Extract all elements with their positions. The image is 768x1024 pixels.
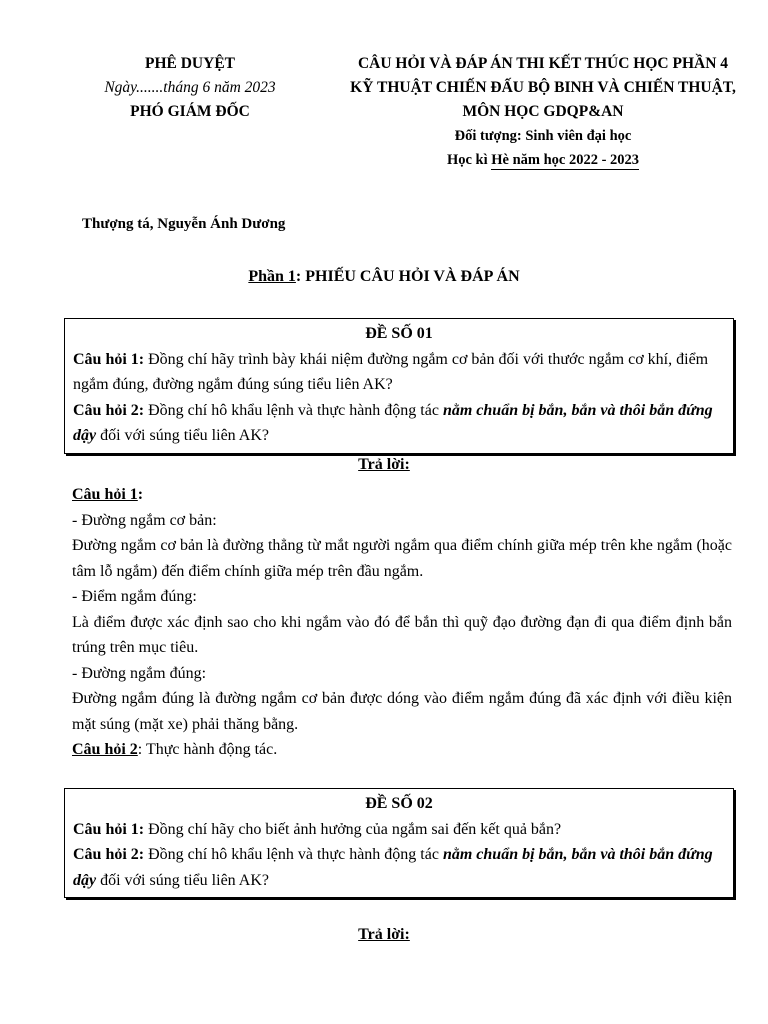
exam-header-line2: KỸ THUẬT CHIẾN ĐẤU BỘ BINH VÀ CHIẾN THUẬT,	[350, 79, 736, 96]
answer-item: - Đường ngắm đúng:	[72, 664, 207, 682]
section-label: Phần 1	[248, 268, 296, 285]
exam-header-line3: MÔN HỌC GDQP&AN	[462, 103, 624, 120]
exam-01-question-2	[73, 398, 725, 449]
exam-box-02	[64, 788, 734, 898]
answer-heading-01	[0, 456, 768, 474]
question-text: Đồng chí hãy cho biết ảnh hưởng của ngắm sai đến kết quả bắn?	[144, 820, 562, 838]
answer-q1-colon: :	[137, 486, 144, 503]
question-emphasis: nằm chuẩn bị bắn, bắn và thôi bắn đứng dậy	[73, 846, 713, 889]
answer-q2-text: : Thực hành động tác.	[137, 741, 278, 758]
approval-position: PHÓ GIÁM ĐỐC	[130, 103, 250, 120]
question-text: Đồng chí hô khẩu lệnh và thực hành động tác	[144, 846, 443, 863]
question-label: Câu hỏi 1:	[73, 350, 145, 368]
signer-name: Thượng tá, Nguyễn Ánh Dương	[82, 216, 286, 232]
answer-q1-label-text: Câu hỏi 1	[72, 486, 138, 503]
exam-semester-value: Hè năm học 2022 - 2023	[491, 152, 640, 168]
exam-box-02-title: ĐỀ SỐ 02	[365, 795, 433, 812]
answer-item: Đường ngắm đúng là đường ngắm cơ bản được dóng vào điểm ngắm đúng đã xác định với điều kiện mặt súng (mặt xe) phải thăng bằng.	[72, 690, 732, 733]
question-emphasis: nằm chuẩn bị bắn, bắn và thôi bắn đứng dậy	[73, 401, 713, 444]
approval-title: PHÊ DUYỆT	[145, 55, 235, 72]
approval-block	[70, 52, 310, 124]
answer-body-01	[72, 482, 732, 763]
question-text: Đồng chí hãy trình bày khái niệm đường ngắm cơ bản đối với thước ngắm cơ khí, điểm ngắm đúng, đường ngắm đúng súng tiểu liên AK?	[73, 350, 709, 393]
question-label: Câu hỏi 2:	[73, 846, 145, 863]
answer-q1-label	[72, 482, 732, 508]
exam-box-01-title: ĐỀ SỐ 01	[365, 325, 433, 342]
exam-audience: Đối tượng: Sinh viên đại học	[454, 128, 632, 144]
question-label: Câu hỏi 1:	[73, 820, 145, 838]
exam-header-line1: CÂU HỎI VÀ ĐÁP ÁN THI KẾT THÚC HỌC PHẦN 4	[357, 55, 729, 72]
answer-item: Đường ngắm cơ bản là đường thẳng từ mắt người ngắm qua điểm chính giữa mép trên khe ngắm (hoặc tâm lỗ ngắm) đến điểm chính giữa mép trên đầu ngắm.	[72, 537, 732, 580]
exam-02-question-1	[73, 817, 725, 843]
question-text: Đồng chí hô khẩu lệnh và thực hành động tác	[144, 401, 443, 419]
answer-heading-text: Trả lời:	[358, 926, 410, 943]
answer-item: - Đường ngắm cơ bản:	[72, 511, 217, 529]
exam-02-question-2	[73, 842, 725, 893]
exam-semester	[318, 148, 768, 172]
exam-semester-prefix: Học kì	[446, 152, 492, 168]
section-heading: : PHIẾU CÂU HỎI VÀ ĐÁP ÁN	[295, 268, 520, 285]
answer-item: - Điểm ngắm đúng:	[72, 588, 197, 605]
answer-item: Là điểm được xác định sao cho khi ngắm vào đó để bắn thì quỹ đạo đường đạn đi qua điểm định bắn trúng trên mục tiêu.	[72, 613, 732, 656]
exam-box-01	[64, 318, 734, 454]
question-label: Câu hỏi 2:	[73, 401, 145, 419]
question-tail: đối với súng tiểu liên AK?	[96, 427, 269, 444]
answer-q2-label: Câu hỏi 2	[72, 741, 138, 758]
answer-heading-text: Trả lời:	[358, 456, 410, 473]
answer-q2	[72, 737, 732, 763]
exam-01-question-1	[73, 347, 725, 398]
section-title	[0, 268, 768, 286]
question-tail: đối với súng tiểu liên AK?	[96, 871, 269, 889]
exam-header	[318, 52, 768, 172]
approval-date: Ngày.......tháng 6 năm 2023	[104, 79, 276, 96]
answer-heading-02	[0, 926, 768, 944]
